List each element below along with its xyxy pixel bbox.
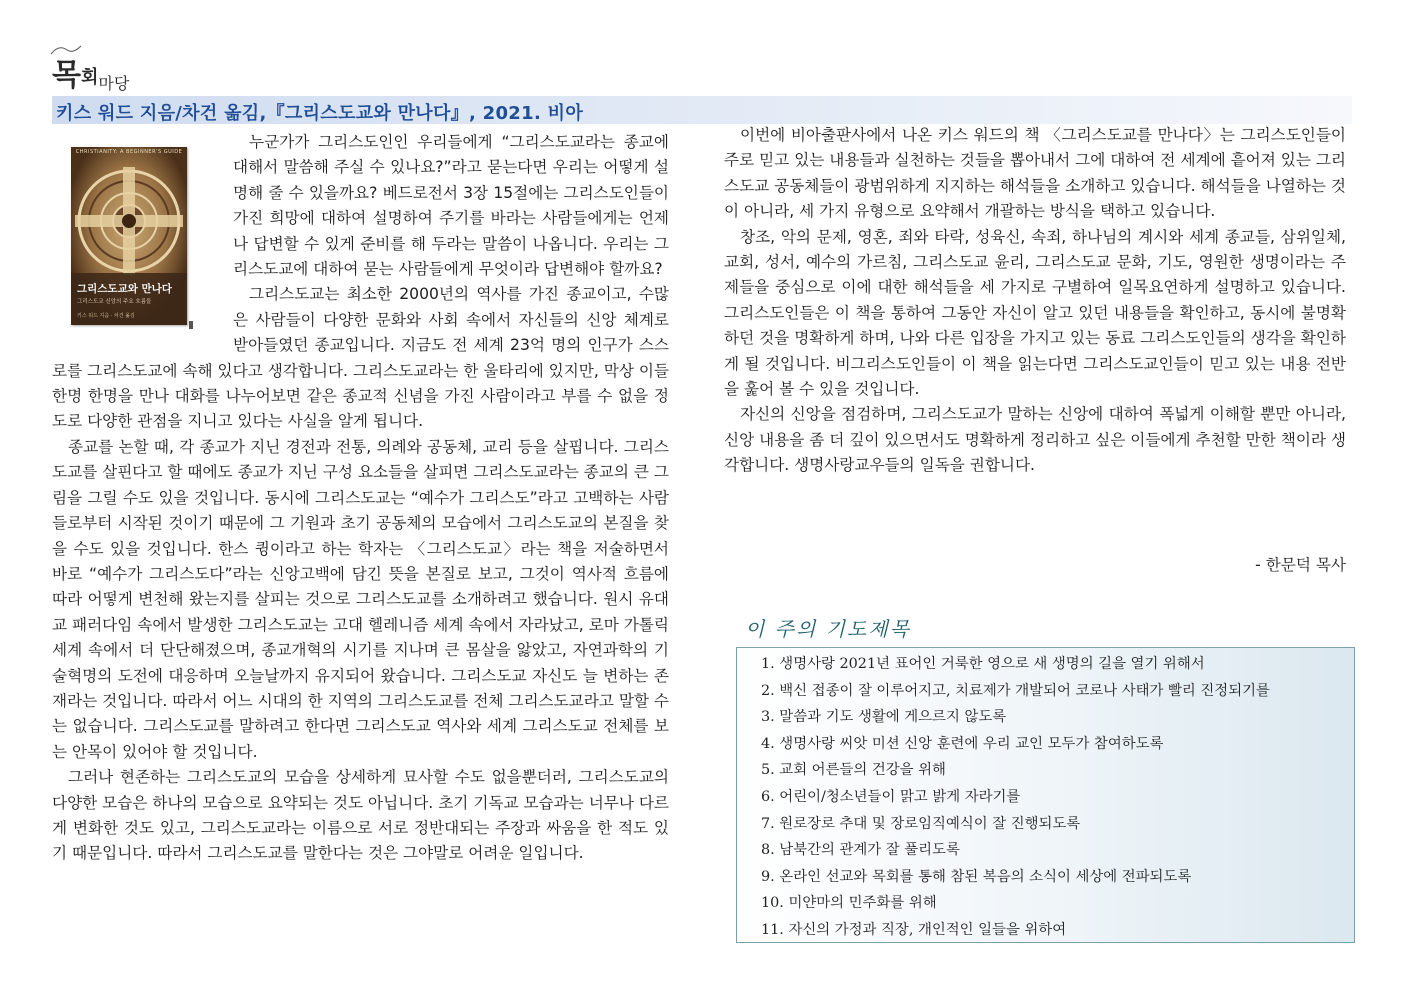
prayer-item: 4. 생명사랑 씨앗 미션 신앙 훈련에 우리 교인 모두가 참여하도록	[761, 735, 1164, 752]
prayer-item: 11. 자신의 가정과 직장, 개인적인 일들을 위하여	[761, 921, 1067, 938]
prayer-item: 2. 백신 접종이 잘 이루어지고, 치료제가 개발되어 코로나 사태가 빨리 진정되기를	[761, 682, 1270, 699]
book-cover-image	[71, 147, 215, 335]
book-citation: 키스 워드 지음/차건 옮김,『그리스도교와 만나다』, 2021. 비아	[56, 103, 584, 124]
right-column	[724, 123, 1346, 479]
prayer-list-box	[736, 647, 1355, 943]
prayer-heading: 이 주의 기도제목	[745, 617, 911, 641]
right-paragraph-3: 자신의 신앙을 점검하며, 그리스도교가 말하는 신앙에 대하여 폭넓게 이해할 뿐만 아니라, 신앙 내용을 좀 더 깊이 있으면서도 명확하게 정리하고 싶은 이들에게 추천할 만한 책이라 생각합니다. 생명사랑교우들의 일독을 권합니다.	[724, 405, 1346, 475]
left-paragraph-1: 누군가가 그리스도인인 우리들에게 “그리스도교라는 종교에 대해서 말씀해 주실 수 있나요?”라고 묻는다면 우리는 어떻게 설명해 줄 수 있을까요? 베드로전서 3장 15절에는 그리스도인들이 가진 희망에 대하여 설명하여 주기를 바라는 사람들에게는 언제나 답변할 수 있게 준비를 해 두라는 말씀이 나옵니다. 우리는 그리스도교에 대하여 묻는 사람들에게 무엇이라 답변해야 할까요?	[233, 133, 669, 279]
masthead-mid-char: 회	[80, 67, 99, 88]
left-paragraph-4: 그러나 현존하는 그리스도교의 모습을 상세하게 묘사할 수도 없을뿐더러, 그리스도교의 다양한 모습은 하나의 모습으로 요약되는 것도 아닙니다. 초기 기독교 모습과는 너무나 다르게 변화한 것도 있고, 그리스도교라는 이름으로 서로 정반대되는 주장과 싸움을 한 적도 있기 때문입니다. 따라서 그리스도교를 말한다는 것은 그야말로 어려운 일입니다.	[52, 768, 669, 863]
prayer-item: 7. 원로장로 추대 및 장로임직예식이 잘 진행되도록	[761, 815, 1081, 832]
title-banner	[52, 96, 1352, 124]
cover-author-ko: 키스 워드 지음 · 차건 옮김	[77, 313, 135, 319]
book-spine-mark	[189, 321, 193, 329]
prayer-item: 9. 온라인 선교와 목회를 통해 참된 복음의 소식이 세상에 전파되도록	[761, 868, 1192, 885]
author-signature: - 한문덕 목사	[1255, 556, 1346, 574]
left-paragraph-3: 종교를 논할 때, 각 종교가 지닌 경전과 전통, 의례와 공동체, 교리 등을 살핍니다. 그리스도교를 살핀다고 할 때에도 종교가 지닌 구성 요소들을 살피면 그리스도교라는 종교의 큰 그림을 그릴 수도 있을 것입니다. 동시에 그리스도교는 “예수가 그리스도”라고 고백하는 사람들로부터 시작된 것이기 때문에 그 기원과 초기 공동체의 모습에서 그리스도교의 본질을 찾을 수도 있을 것입니다. 한스 큉이라고 하는 학자는 〈그리스도교〉라는 책을 저술하면서 바로 “예수가 그리스도다”라는 신앙고백에 담긴 뜻을 본질로 보고, 그것이 역사적 흐름에 따라 어떻게 변천해 왔는지를 살피는 것으로 그리스도교를 소개하려고 했습니다. 원시 유대교 패러다임 속에서 발생한 그리스도교는 고대 헬레니즘 세계 속에서 자라났고, 로마 가톨릭 세계 속에서 더 단단해졌으며, 종교개혁의 시기를 지나며 큰 몸살을 앓았고, 자연과학의 기술혁명의 도전에 대응하며 오늘날까지 유지되어 왔습니다. 그리스도교 자신도 늘 변하는 존재라는 것입니다. 따라서 어느 시대의 한 지역의 그리스도교를 전체 그리스도교라고 말할 수는 없습니다. 그리스도교를 말하려고 한다면 그리스도교 역사와 세계 그리스도교 전체를 보는 안목이 있어야 할 것입니다.	[52, 437, 669, 761]
prayer-item: 6. 어린이/청소년들이 맑고 밝게 자라기를	[761, 788, 1021, 805]
left-paragraph-2: 그리스도교는 최소한 2000년의 역사를 가진 종교이고, 수많은 사람들이 다양한 문화와 사회 속에서 자신들의 신앙 체계로 받아들였던 종교입니다. 지금도 전 세계 23억 명의 인구가 스스로를 그리스도교에 속해 있다고 생각합니다. 그리스도교라는 한 울타리에 있지만, 막상 이들 한명 한명을 만나 대화를 나누어보면 같은 종교적 신념을 가진 사람이라고 부를 수 없을 정도로 다양한 관점을 지니고 있다는 사실을 알게 됩니다.	[52, 285, 669, 431]
cover-subtitle-ko: 그리스도교 신앙의 주요 흐름들	[77, 299, 152, 305]
prayer-item: 10. 미얀마의 민주화를 위해	[761, 895, 937, 912]
prayer-item: 3. 말씀과 기도 생활에 게으르지 않도록	[761, 709, 1007, 726]
book-cover	[71, 147, 187, 325]
masthead	[52, 50, 129, 96]
masthead-big-char: 목	[52, 58, 81, 93]
masthead-ornament-icon	[49, 44, 83, 58]
cover-title-en: CHRISTIANITY: A BEGINNER'S GUIDE	[75, 149, 183, 155]
prayer-item: 5. 교회 어른들의 건강을 위해	[761, 762, 946, 779]
prayer-item: 1. 생명사랑 2021년 표어인 거룩한 영으로 새 생명의 길을 열기 위해서	[761, 656, 1205, 672]
prayer-item: 8. 남북간의 관계가 잘 풀리도록	[761, 842, 960, 859]
right-paragraph-1: 이번에 비아출판사에서 나온 키스 워드의 책 〈그리스도교를 만나다〉는 그리스도인들이 주로 믿고 있는 내용들과 실천하는 것들을 뽑아내서 그에 대하여 전 세계에 흩어져 있는 그리스도교 공동체들이 광범위하게 지지하는 해석들을 소개하고 있습니다. 해석들을 나열하는 것이 아니라, 세 가지 유형으로 요약해서 개괄하는 방식을 택하고 있습니다.	[724, 126, 1346, 221]
masthead-small-text: 마당	[98, 74, 130, 93]
cover-title-ko: 그리스도교와 만나다	[77, 283, 172, 295]
left-column	[52, 130, 669, 867]
right-paragraph-2: 창조, 악의 문제, 영혼, 죄와 타락, 성육신, 속죄, 하나님의 계시와 세계 종교들, 삼위일체, 교회, 성서, 예수의 가르침, 그리스도교 윤리, 그리스도교 문화, 기도, 영원한 생명이라는 주제들을 중심으로 이에 대한 해석들을 세 가지로 구별하여 일목요연하게 설명하고 있습니다. 그리스도인들은 이 책을 통하여 그동안 자신이 알고 있던 내용들을 확인하고, 동시에 불명확하던 것을 명확하게 하며, 나와 다른 입장을 가지고 있는 동료 그리스도인들의 생각을 확인하게 될 것입니다. 비그리스도인들이 이 책을 읽는다면 그리스도교인들이 믿고 있는 내용 전반을 훑어 볼 수 있을 것입니다.	[724, 227, 1346, 399]
prayer-list	[737, 648, 1354, 944]
